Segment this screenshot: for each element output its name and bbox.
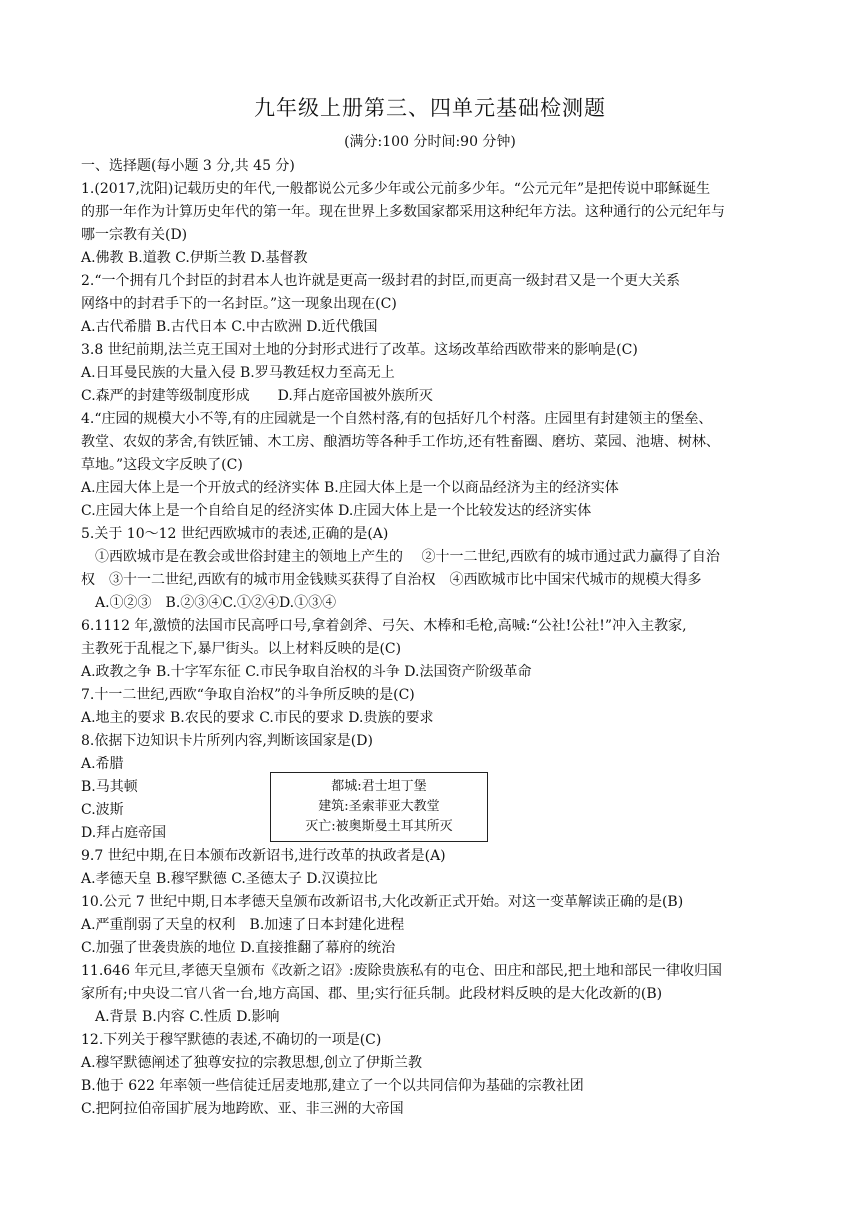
question-6-options: A.政教之争 B.十字军东征 C.市民争取自治权的斗争 D.法国资产阶级革命 <box>81 664 532 680</box>
question-1-line: 的那一年作为计算历史年代的第一年。现在世界上多数国家都采用这种纪年方法。这种通行的公元纪年与 <box>81 204 725 220</box>
question-11-line: 11.646 年元旦,孝德天皇颁布《改新之诏》:废除贵族私有的屯仓、田庄和部民,把土地和部民一律收归国 <box>81 963 723 979</box>
question-8-option-c: C.波斯 <box>81 802 124 818</box>
question-10-line: 10.公元 7 世纪中期,日本孝德天皇颁布改新诏书,大化改新正式开始。对这一变革解读正确的是(B) <box>81 894 684 910</box>
question-10-options: A.严重削弱了天皇的权利 B.加速了日本封建化进程 <box>81 917 405 933</box>
question-12-line: 12.下列关于穆罕默德的表述,不确切的一项是(C) <box>81 1032 382 1048</box>
question-12-option-b: B.他于 622 年率领一些信徒迁居麦地那,建立了一个以共同信仰为基础的宗教社团 <box>81 1078 584 1094</box>
question-4-line: 草地。”这段文字反映了(C) <box>81 457 243 473</box>
question-2-options: A.古代希腊 B.古代日本 C.中古欧洲 D.近代俄国 <box>81 319 378 335</box>
card-fall: 灭亡:被奥斯曼土耳其所灭 <box>305 819 453 834</box>
question-8-line: 8.依据下边知识卡片所列内容,判断该国家是(D) <box>81 733 373 749</box>
question-4-options: C.庄园大体上是一个自给自足的经济实体 D.庄园大体上是一个比较发达的经济实体 <box>81 503 592 519</box>
question-8-option-a: A.希腊 <box>81 756 124 772</box>
section-heading: 一、选择题(每小题 3 分,共 45 分) <box>81 158 295 174</box>
question-11-line: 家所有;中央设二官八省一台,地方高国、郡、里;实行征兵制。此段材料反映的是大化改新的(B) <box>81 986 663 1002</box>
knowledge-card <box>270 772 488 842</box>
page-title: 九年级上册第三、四单元基础检测题 <box>254 96 606 120</box>
question-5-statements: 权 ③十一二世纪,西欧有的城市用金钱赎买获得了自治权 ④西欧城市比中国宋代城市的规模大得多 <box>81 572 702 588</box>
question-8-option-d: D.拜占庭帝国 <box>81 825 167 841</box>
question-9-line: 9.7 世纪中期,在日本颁布改新诏书,进行改革的执政者是(A) <box>81 848 446 864</box>
question-7-options: A.地主的要求 B.农民的要求 C.市民的要求 D.贵族的要求 <box>81 710 434 726</box>
question-5-line: 5.关于 10～12 世纪西欧城市的表述,正确的是(A) <box>81 526 389 542</box>
question-1-options: A.佛教 B.道教 C.伊斯兰教 D.基督教 <box>81 250 308 266</box>
question-2-line: 2.“一个拥有几个封臣的封君本人也许就是更高一级封君的封臣,而更高一级封君又是一个更大关系 <box>81 273 680 289</box>
question-5-statements: ①西欧城市是在教会或世俗封建主的领地上产生的 ②十一二世纪,西欧有的城市通过武力赢得了自治 <box>81 549 720 565</box>
question-11-options: A.背景 B.内容 C.性质 D.影响 <box>81 1009 280 1025</box>
question-8-option-b: B.马其顿 <box>81 779 138 795</box>
question-12-option-a: A.穆罕默德阐述了独尊安拉的宗教思想,创立了伊斯兰教 <box>81 1055 423 1071</box>
question-3-options: A.日耳曼民族的大量入侵 B.罗马教廷权力至高无上 <box>81 365 395 381</box>
question-9-options: A.孝德天皇 B.穆罕默德 C.圣德太子 D.汉谟拉比 <box>81 871 378 887</box>
question-5-options: A.①②③ B.②③④C.①②④D.①③④ <box>81 595 337 611</box>
question-6-line: 6.1112 年,激愤的法国市民高呼口号,拿着剑斧、弓矢、木棒和毛枪,高喊:“公社!公社!”冲入主教家, <box>81 618 687 634</box>
question-2-line: 网络中的封君手下的一名封臣。”这一现象出现在(C) <box>81 296 397 312</box>
question-4-options: A.庄园大体上是一个开放式的经济实体 B.庄园大体上是一个以商品经济为主的经济实体 <box>81 480 619 496</box>
question-10-options: C.加强了世袭贵族的地位 D.直接推翻了幕府的统治 <box>81 940 396 956</box>
question-list <box>81 155 781 1121</box>
question-1-line: 哪一宗教有关(D) <box>81 227 188 243</box>
question-7-line: 7.十一二世纪,西欧“争取自治权”的斗争所反映的是(C) <box>81 687 415 703</box>
question-4-line: 4.“庄园的规模大小不等,有的庄园就是一个自然村落,有的包括好几个村落。庄园里有封建领主的堡垒、 <box>81 411 713 427</box>
question-1-line: 1.(2017,沈阳)记载历史的年代,一般都说公元多少年或公元前多少年。“公元元年”是把传说中耶稣诞生 <box>81 181 711 197</box>
question-3-options: C.森严的封建等级制度形成 D.拜占庭帝国被外族所灭 <box>81 388 433 404</box>
card-capital: 都城:君士坦丁堡 <box>331 779 427 794</box>
question-6-line: 主教死于乱棍之下,暴尸街头。以上材料反映的是(C) <box>81 641 402 657</box>
question-12-option-c: C.把阿拉伯帝国扩展为地跨欧、亚、非三洲的大帝国 <box>81 1101 404 1117</box>
page-subtitle: (满分:100 分时间:90 分钟) <box>344 134 516 150</box>
question-4-line: 教堂、农奴的茅舍,有铁匠铺、木工房、酿酒坊等各种手工作坊,还有牲畜圈、磨坊、菜园、池塘、树林、 <box>81 434 720 450</box>
question-3-line: 3.8 世纪前期,法兰克王国对土地的分封形式进行了改革。这场改革给西欧带来的影响是(C) <box>81 342 638 358</box>
card-architecture: 建筑:圣索菲亚大教堂 <box>318 799 440 814</box>
